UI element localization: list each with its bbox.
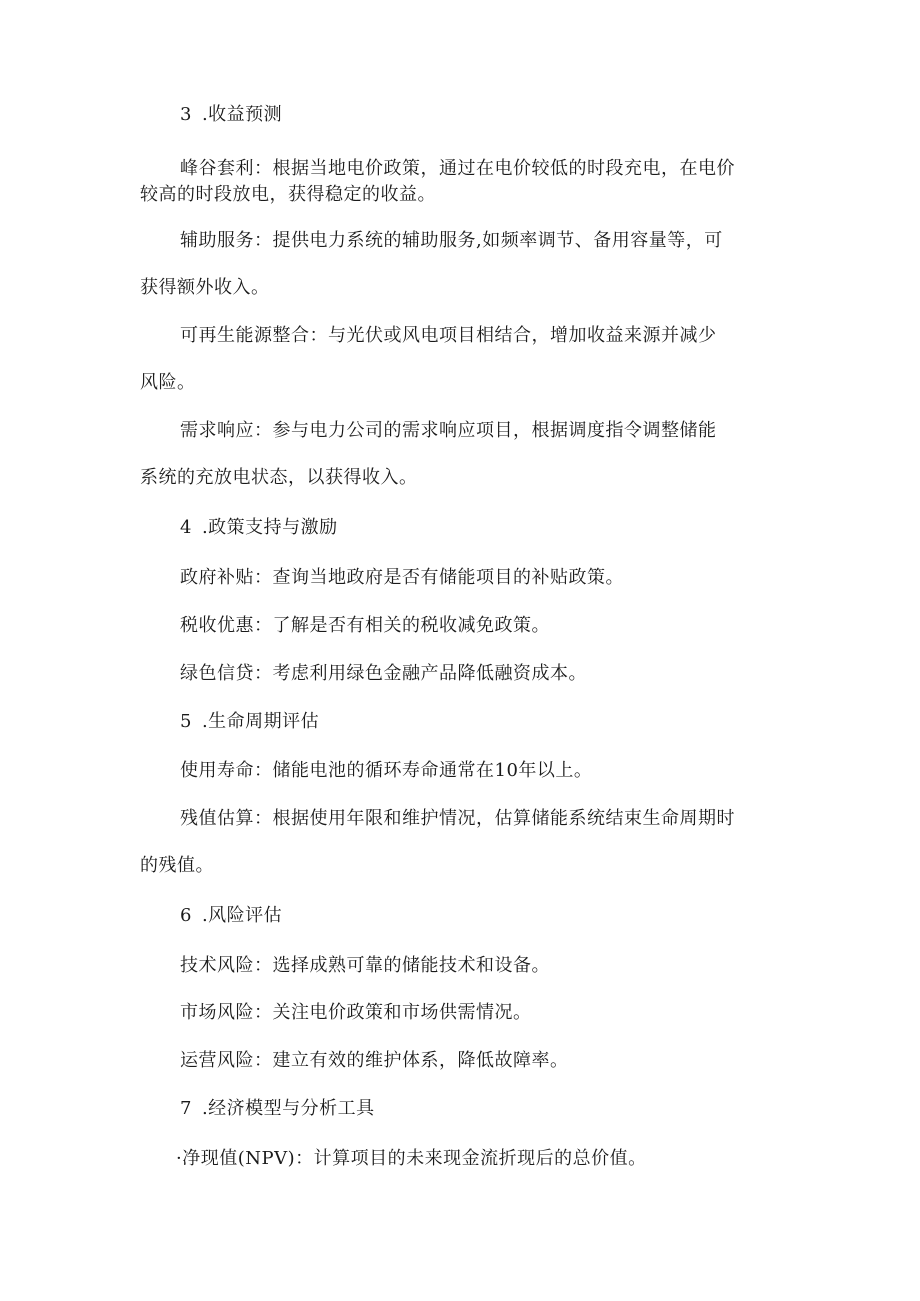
paragraph-line: 残值估算：根据使用年限和维护情况，估算储能系统结束生命周期时	[180, 808, 735, 829]
section-heading	[180, 904, 282, 928]
paragraph-line: 市场风险：关注电价政策和市场供需情况。	[180, 1002, 532, 1023]
paragraph-line: 需求响应：参与电力公司的需求响应项目，根据调度指令调整储能	[180, 420, 717, 441]
section-title: .政策支持与激励	[201, 517, 338, 538]
paragraph-line: 可再生能源整合：与光伏或风电项目相结合，增加收益来源并减少	[180, 325, 717, 346]
section-heading	[180, 1097, 375, 1121]
paragraph-line: 技术风险：选择成熟可靠的储能技术和设备。	[180, 955, 550, 976]
paragraph-line: 风险。	[140, 372, 196, 393]
bullet-item: ·净现值(NPV)：计算项目的未来现金流折现后的总价值。	[176, 1148, 647, 1169]
section-title: .收益预测	[201, 104, 283, 125]
paragraph-line: 辅助服务：提供电力系统的辅助服务,如频率调节、备用容量等，可	[180, 230, 723, 251]
paragraph-line: 系统的充放电状态，以获得收入。	[140, 467, 418, 488]
section-number: 7	[180, 1098, 192, 1119]
section-title: .经济模型与分析工具	[201, 1098, 375, 1119]
section-number: 3	[180, 104, 192, 125]
section-number: 4	[180, 517, 192, 538]
section-number: 5	[180, 711, 192, 732]
section-title: .生命周期评估	[201, 711, 320, 732]
paragraph-line: 运营风险：建立有效的维护体系，降低故障率。	[180, 1050, 569, 1071]
paragraph-line: 税收优惠：了解是否有相关的税收减免政策。	[180, 615, 550, 636]
section-heading	[180, 710, 319, 734]
section-number: 6	[180, 905, 192, 926]
paragraph-line: 峰谷套利：根据当地电价政策，通过在电价较低的时段充电，在电价	[180, 158, 735, 179]
paragraph-line: 使用寿命：储能电池的循环寿命通常在10年以上。	[180, 760, 593, 781]
section-title: .风险评估	[201, 905, 283, 926]
paragraph-line: 较高的时段放电，获得稳定的收益。	[140, 184, 436, 205]
paragraph-line: 的残值。	[140, 855, 214, 876]
section-heading	[180, 103, 282, 127]
section-heading	[180, 516, 338, 540]
paragraph-line: 政府补贴：查询当地政府是否有储能项目的补贴政策。	[180, 567, 624, 588]
paragraph-line: 绿色信贷：考虑利用绿色金融产品降低融资成本。	[180, 663, 587, 684]
paragraph-line: 获得额外收入。	[140, 277, 270, 298]
